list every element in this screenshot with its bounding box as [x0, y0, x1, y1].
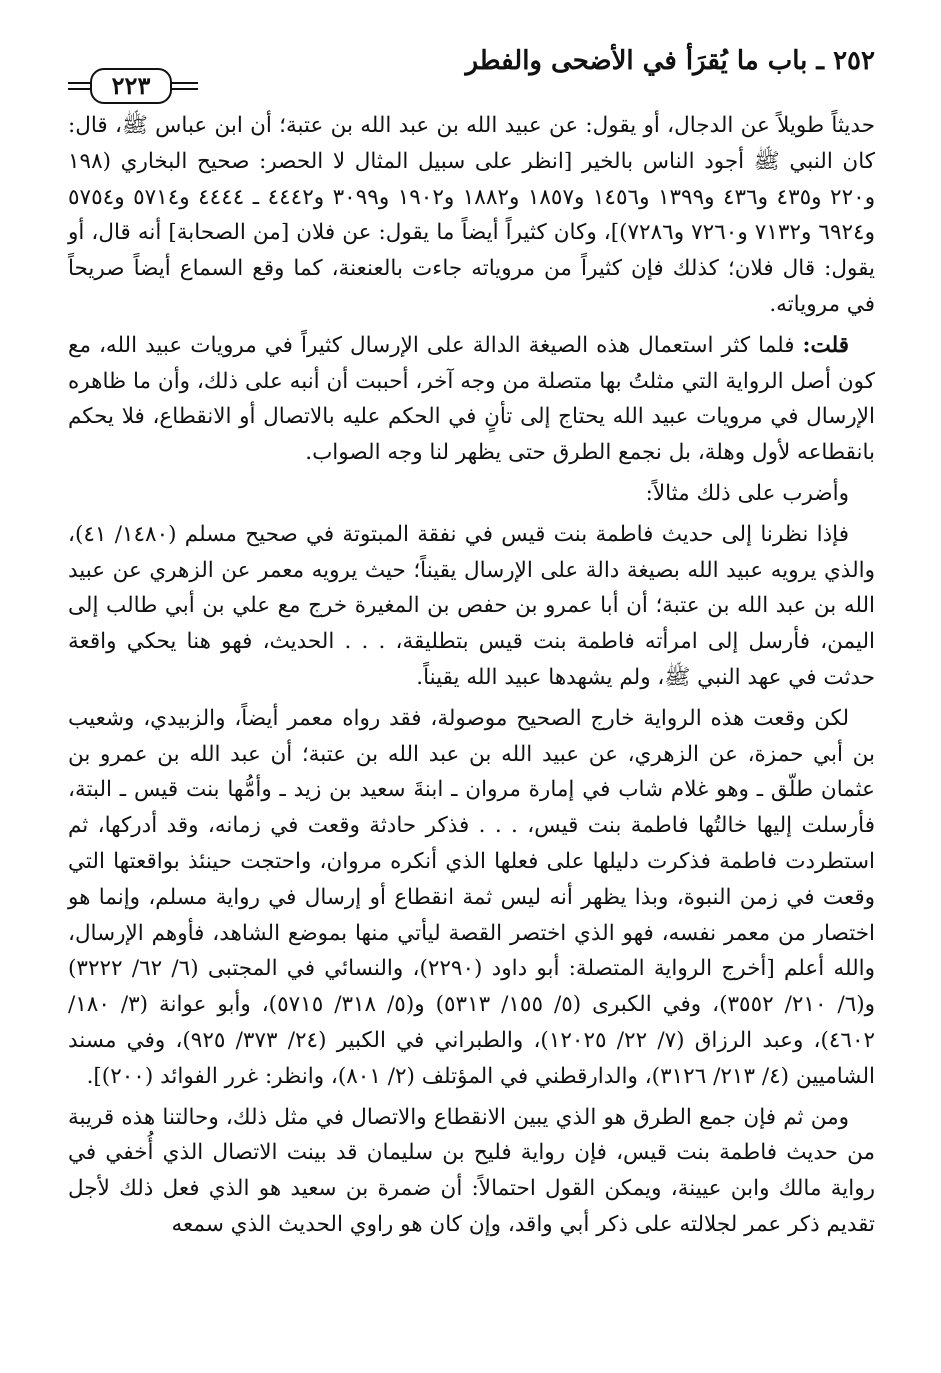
page-number-ornament [68, 64, 198, 104]
paragraph-2 [68, 328, 875, 471]
page-number: ٢٢٣ [90, 68, 172, 104]
paragraph-3: وأضرب على ذلك مثالاً: [645, 480, 849, 506]
paragraph-1: حديثاً طويلاً عن الدجال، أو يقول: عن عبيد الله بن عبد الله بن عتبة؛ أن ابن عباس ﷺ، قال: كان النبي ﷺ أجود الناس بالخير [انظر على سبيل المثال لا الحصر: صحيح البخاري (١٩٨ و٢٢٠ و٤٣٥ و٤٣٦ و١٣٩٩ و١٤٥٦ و١٨٥٧ و١٨٨٢ و١٩٠٢ و٣٠٩٩ و٤٤٤٢ ـ ٤٤٤٤ و٥٧١٤ و٥٧٥٤ و٦٩٢٤ و٧١٣٢ و٧٢٦٠ و٧٢٨٦)]، وكان كثيراً أيضاً ما يقول: عن فلان [من الصحابة] أنه قال، أو يقول: قال فلان؛ كذلك فإن كثيراً من مروياته جاءت بالعنعنة، كما وقع السماع أيضاً صريحاً في مروياته. [68, 113, 876, 317]
body-text [68, 108, 875, 1248]
page-header [68, 44, 875, 104]
paragraph-2-text: فلما كثر استعمال هذه الصيغة الدالة على الإرسال كثيراً في مرويات عبيد الله، مع كون أصل الرواية التي مثلتُ بها متصلة من وجه آخر، أحببت أن أنبه على ذلك، وأن ما ظاهره الإرسال في مرويات عبيد الله يحتاج إلى تأنٍ في الحكم عليه بالاتصال أو الانقطاع، فلا يحكم بانقطاعه لأول وهلة، بل نجمع الطرق حتى يظهر لنا وجه الصواب. [68, 332, 875, 466]
paragraph-5: لكن وقعت هذه الرواية خارج الصحيح موصولة، فقد رواه معمر أيضاً، والزبيدي، وشعيب بن أبي حمزة، عن الزهري، عن عبيد الله بن عبد الله بن عتبة؛ أن عبد الله بن عمرو بن عثمان طلّق ـ وهو غلام شاب في إمارة مروان ـ ابنةَ سعيد بن زيد ـ وأمُّها بنت قيس ـ البتة، فأرسلت إليها خالتُها فاطمة بنت قيس، . . . فذكر حادثة وقعت في زمانه، وقد أدركها، ثم استطردت فاطمة فذكرت دليلها على فعلها الذي أنكره مروان، واحتجت حينئذ بواقعتها التي وقعت في زمن النبوة، وبذا يظهر أنه ليس ثمة انقطاع أو إرسال في رواية مسلم، وإنما هو اختصار من معمر نفسه، فهو الذي اختصر القصة ليأتي منها بموضع الشاهد، فأوهم الإرسال، والله أعلم [أخرج الرواية المتصلة: أبو داود (٢٢٩٠)، والنسائي في المجتبى (٦/ ٦٢/ ٣٢٢٢) و(٦/ ٢١٠/ ٣٥٥٢)، وفي الكبرى (٥/ ١٥٥/ ٥٣١٣) و(٥/ ٣١٨/ ٥٧١٥)، وأبو عوانة (٣/ ١٨٠/ ٤٦٠٢)، وعبد الرزاق (٧/ ٢٢/ ١٢٠٢٥)، والطبراني في الكبير (٢٤/ ٣٧٣/ ٩٢٥)، وفي مسند الشاميين (٤/ ٢١٣/ ٣١٢٦)، والدارقطني في المؤتلف (٢/ ٨٠١)، وانظر: غرر الفوائد (٢٠٠)]. [68, 705, 876, 1089]
paragraph-4: فإذا نظرنا إلى حديث فاطمة بنت قيس في نفقة المبتوتة في صحيح مسلم (١٤٨٠/ ٤١)، والذي يرويه عبيد الله بصيغة دالة على الإرسال يقيناً؛ حيث يرويه معمر عن الزهري عن عبيد الله بن عبد الله بن عتبة؛ أن أبا عمرو بن حفص بن المغيرة خرج مع علي بن أبي طالب إلى اليمن، فأرسل إلى امرأته فاطمة بنت قيس بتطليقة، . . . الحديث، فهو هنا يحكي واقعة حدثت في عهد النبي ﷺ، ولم يشهدها عبيد الله يقيناً. [68, 521, 875, 690]
paragraph-6: ومن ثم فإن جمع الطرق هو الذي يبين الانقطاع والاتصال في مثل ذلك، وحالتنا هذه قريبة من حديث فاطمة بنت قيس، فإن رواية فليح بن سليمان قد بينت الاتصال الذي أُخفي في رواية مالك وابن عيينة، ويمكن القول احتمالاً: أن ضمرة بن سعيد هو الذي فعل ذلك لأجل تقديم ذكر عمر لجلالته على ذكر أبي واقد، وإن كان هو راوي الحديث الذي سمعه [68, 1104, 875, 1237]
qultu-label: قلت: [802, 332, 849, 358]
running-title: ٢٥٢ ـ باب ما يُقرَأ في الأضحى والفطر [465, 46, 875, 76]
